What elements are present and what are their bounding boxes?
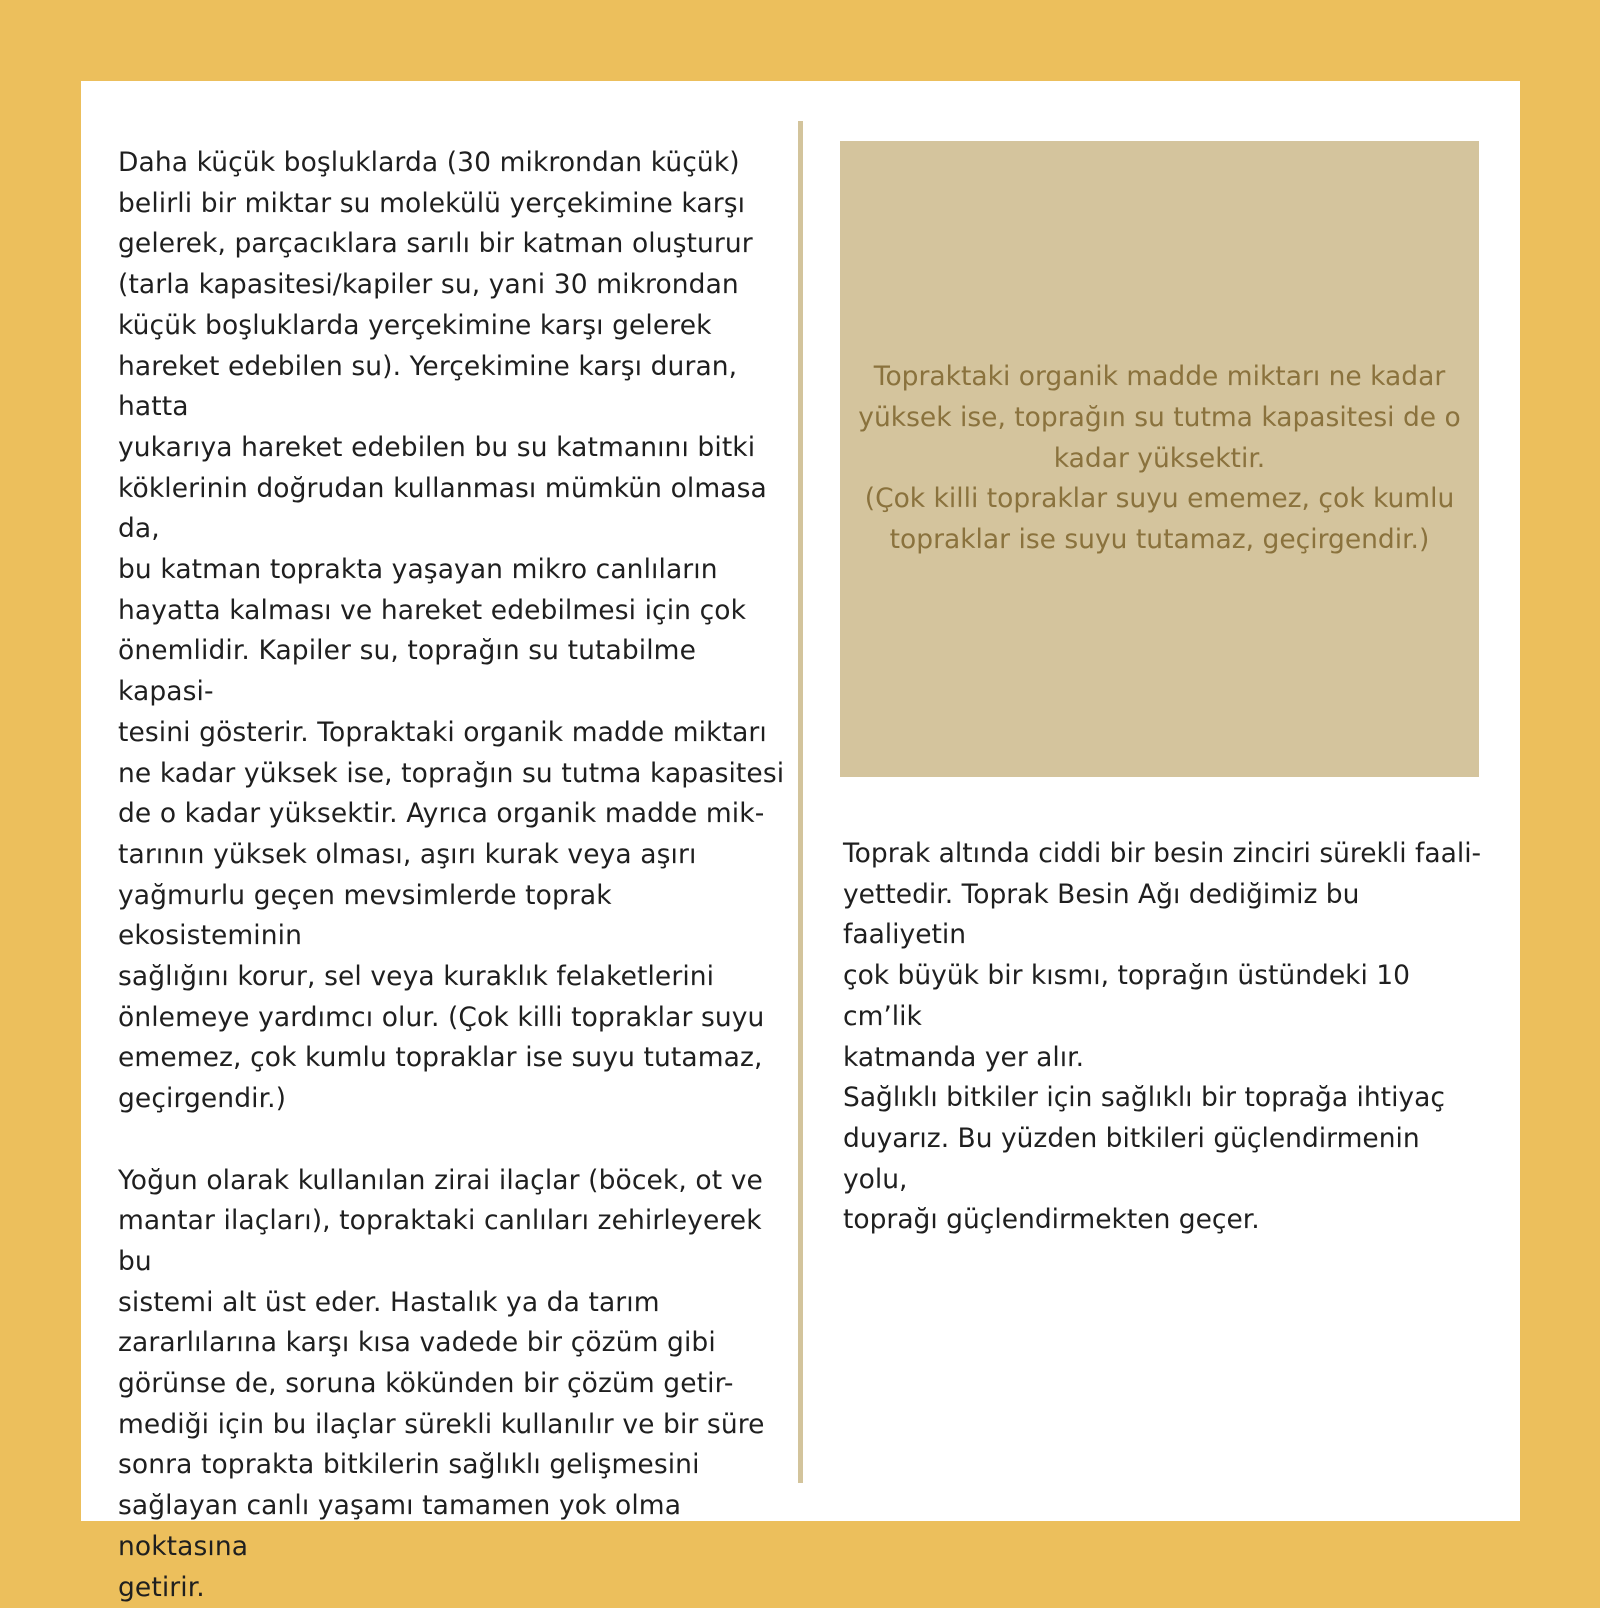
left-paragraph-2: Yoğun olarak kullanılan zirai ilaçlar (böcek, ot ve mantar ilaçları), topraktaki canlıları zehirleyerek bu sistemi alt üst eder. Hastalık ya da tarım zararlılarına karşı kısa vadede bir çözüm gibi görünse de, soruna kökünden bir çözüm getir- mediği için bu ilaçlar sürekli kullanılır ve bir süre sonra toprakta bitkilerin sağlıklı gelişmesini sağlayan canlı yaşamı tamamen yok olma noktasına getirir. <box>118 1164 765 1603</box>
right-column <box>843 834 1483 1241</box>
left-paragraph-1: Daha küçük boşluklarda (30 mikrondan küçük) belirli bir miktar su molekülü yerçekimine karşı gelerek, parçacıklara sarılı bir katman oluşturur (tarla kapasitesi/kapiler su, yani 30 mikrondan küçük boşluklarda yerçekimine karşı gelerek hareket edebilen su). Yerçekimine karşı duran, hatta yukarıya hareket edebilen bu su katmanını bitki köklerinin doğrudan kullanması mümkün olmasa da, bu katman toprakta yaşayan mikro canlıların hayatta kalması ve hareket edebilmesi için çok önemlidir. Kapiler su, toprağın su tutabilme kapasi- tesini gösterir. Topraktaki organik madde miktarı ne kadar yüksek ise, toprağın su tutma kapasitesi de o kadar yüksektir. Ayrıca organik madde mik- tarının yüksek olması, aşırı kurak veya aşırı yağmurlu geçen mevsimlerde toprak ekosisteminin sağlığını korur, sel veya kuraklık felaketlerini önlemeye yardımcı olur. (Çok killi topraklar suyu ememez, çok kumlu topraklar ise suyu tutamaz, geçirgendir.) <box>118 147 785 1115</box>
left-column <box>118 143 788 1608</box>
column-divider <box>798 121 803 1483</box>
callout-text: Topraktaki organik madde miktarı ne kadar yüksek ise, toprağın su tutma kapasitesi de o kadar yüksektir. (Çok killi topraklar suyu ememez, çok kumlu topraklar ise suyu tutamaz, geçirgendir.) <box>858 361 1461 556</box>
page-card <box>81 81 1520 1603</box>
right-paragraph-1: Toprak altında ciddi bir besin zinciri sürekli faali- yettedir. Toprak Besin Ağı dediğimiz bu faaliyetin çok büyük bir kısmı, toprağın üstündeki 10 cm’lik katmanda yer alır. Sağlıklı bitkiler için sağlıklı bir toprağa ihtiyaç duyarız. Bu yüzden bitkileri güçlendirmenin yolu, toprağı güçlendirmekten geçer. <box>843 838 1482 1236</box>
callout-box <box>840 141 1479 777</box>
